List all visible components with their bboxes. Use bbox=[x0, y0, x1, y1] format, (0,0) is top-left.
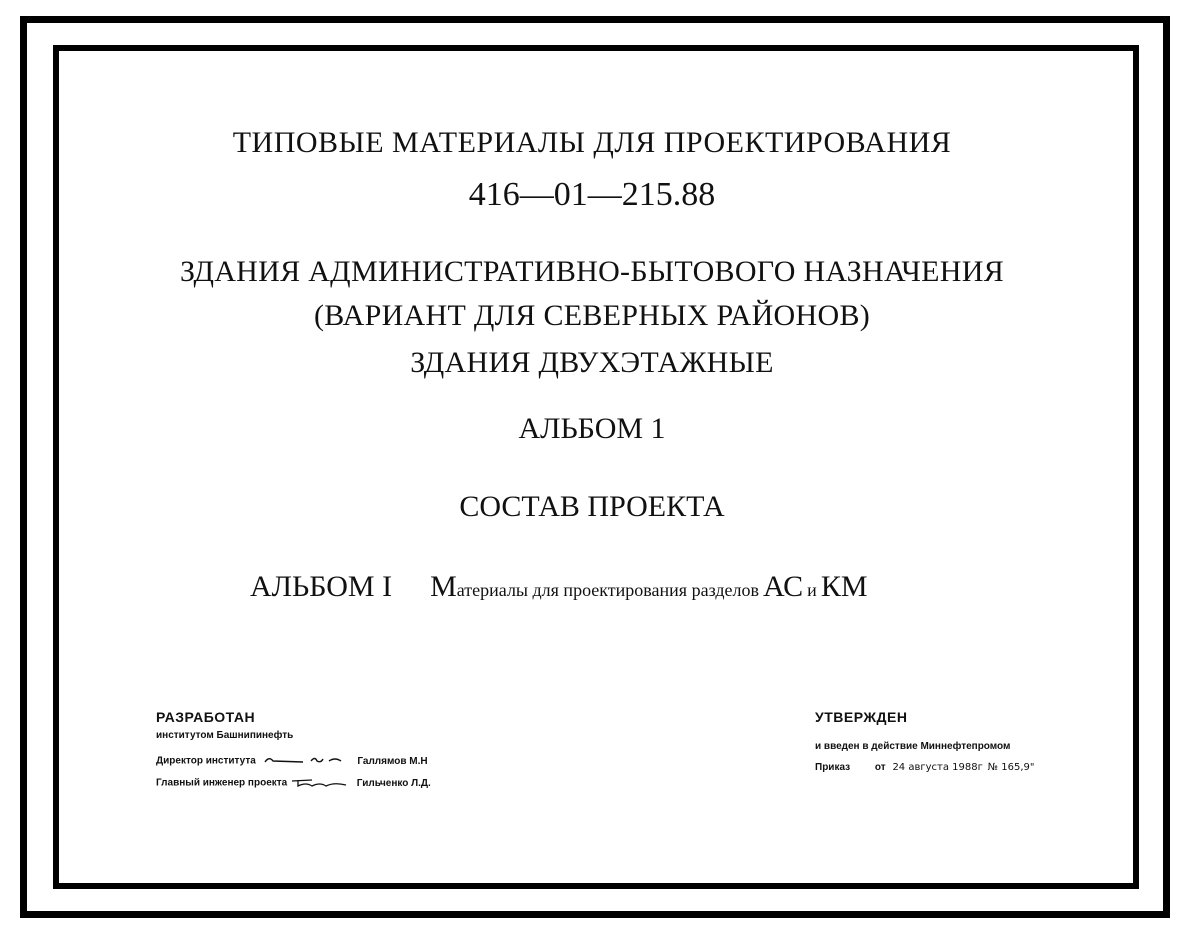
project-code: 416—01—215.88 bbox=[468, 176, 716, 213]
building-type-line1: ЗДАНИЯ АДМИНИСТРАТИВНО-БЫТОВОГО НАЗНАЧЕНИЯ bbox=[179, 255, 1005, 288]
approved-heading: УТВЕРЖДЕН bbox=[815, 709, 908, 725]
order-from: от bbox=[874, 762, 886, 773]
chief-name: Гильченко Л.Д. bbox=[356, 777, 431, 789]
album-description bbox=[430, 570, 868, 603]
developed-heading: РАЗРАБОТАН bbox=[156, 709, 256, 725]
developed-block bbox=[156, 709, 431, 790]
director-row bbox=[156, 754, 431, 768]
composition-title: СОСТАВ ПРОЕКТА bbox=[459, 490, 725, 523]
album-label: АЛЬБОМ I bbox=[250, 570, 393, 603]
series-title: ТИПОВЫЕ МАТЕРИАЛЫ ДЛЯ ПРОЕКТИРОВАНИЯ bbox=[232, 126, 952, 159]
chief-signature bbox=[290, 776, 348, 790]
order-row bbox=[815, 762, 1034, 773]
director-label: Директор института bbox=[156, 755, 256, 767]
chief-row bbox=[156, 776, 431, 790]
desc-code-ac: АС bbox=[762, 570, 804, 603]
desc-and: и bbox=[807, 580, 817, 600]
desc-first-letter: М bbox=[430, 570, 457, 603]
director-name: Галлямов М.Н bbox=[357, 755, 428, 767]
approved-line1: и введен в действие Миннефтепромом bbox=[815, 741, 1011, 752]
approved-block bbox=[815, 709, 1034, 773]
order-label: Приказ bbox=[815, 762, 851, 773]
chief-label: Главный инженер проекта bbox=[156, 777, 288, 789]
director-signature bbox=[259, 754, 349, 768]
desc-rest: атериалы для проектирования разделов bbox=[456, 580, 759, 600]
order-number: № 165,9" bbox=[987, 762, 1035, 773]
building-type-line2: (ВАРИАНТ ДЛЯ СЕВЕРНЫХ РАЙОНОВ) bbox=[313, 299, 871, 332]
building-type-line3: ЗДАНИЯ ДВУХЭТАЖНЫЕ bbox=[410, 346, 774, 379]
order-date: 24 августа 1988г bbox=[892, 762, 983, 773]
developed-org: институтом Башнипинефть bbox=[156, 730, 294, 741]
album-composition-row bbox=[250, 570, 868, 604]
album-title: АЛЬБОМ 1 bbox=[518, 412, 666, 445]
desc-code-km: КМ bbox=[820, 570, 868, 603]
